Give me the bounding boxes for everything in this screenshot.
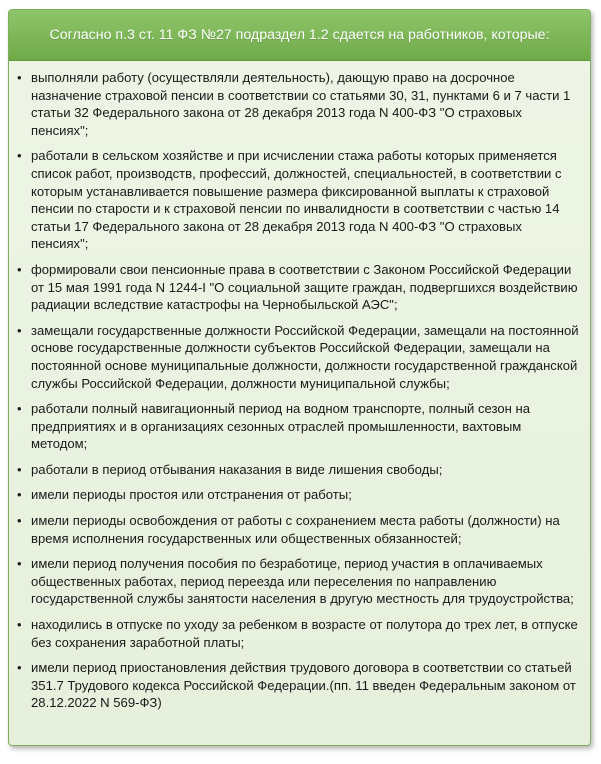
list-item (17, 461, 580, 479)
list-item (17, 616, 580, 651)
bullet-icon: • (17, 70, 22, 85)
list-item-text: имели периоды освобождения от работы с сохранением места работы (должности) на время исполнения государственных или общественных обязанностей; (31, 513, 560, 546)
bullet-icon: • (17, 401, 22, 417)
list-item (17, 555, 580, 608)
requirements-list (9, 61, 590, 712)
list-item (17, 400, 580, 453)
header-title: Согласно п.3 ст. 11 ФЗ №27 подраздел 1.2 сдается на работников, которые: (49, 27, 550, 43)
list-item (17, 486, 580, 504)
list-item (17, 659, 580, 712)
bullet-icon: • (17, 461, 22, 477)
list-item (17, 147, 580, 253)
list-item (17, 322, 580, 392)
bullet-icon: • (17, 556, 22, 572)
info-card (8, 9, 591, 746)
list-item (17, 261, 580, 314)
list-item-text: работали в период отбывания наказания в виде лишения свободы; (31, 461, 443, 477)
list-item-text: имели период приостановления действия трудового договора в соответствии со статьей 351.7 Трудового кодекса Российской Федерации.(пп. 11 введен Федеральным законом от 28.12.2022 N 569-ФЗ) (31, 660, 576, 711)
bullet-icon: • (17, 261, 22, 277)
list-item-text: находились в отпуске по уходу за ребенком в возрасте от полутора до трех лет, в отпуске без сохранения заработной платы; (31, 617, 578, 650)
bullet-icon: • (17, 617, 22, 633)
bullet-icon: • (17, 660, 22, 676)
list-item (17, 69, 580, 139)
bullet-icon: • (17, 513, 22, 529)
list-item-text: замещали государственные должности Российской Федерации, замещали на постоянной основе государственные должности субъектов Российской Федерации, замещали на постоянной основе муниципальные должности, должности государственной гражданской службы Российской Федерации, должности муниципальной службы; (31, 322, 579, 391)
list-item-text: формировали свои пенсионные права в соответствии с Законом Российской Федерации от 15 мая 1991 года N 1244-I "О социальной защите граждан, подвергшихся воздействию радиации вследствие катастрофы на Чернобыльской АЭС"; (31, 261, 578, 313)
list-item-text: работали в сельском хозяйстве и при исчислении стажа работы которых применяется список работ, производств, профессий, должностей, специальностей, в соответствии с которым устанавливается повышение размера фиксированной выплаты к страховой пенсии по старости и к страховой пенсии по инвалидности в соответствии с частью 14 статьи 17 Федерального закона от 28 декабря 2013 года N 400-ФЗ "О страховых пенсиях"; (31, 148, 562, 252)
list-item-text: работали полный навигационный период на водном транспорте, полный сезон на предприятиях и в организациях сезонных отраслей промышленности, вахтовым методом; (31, 401, 531, 452)
list-item (17, 512, 580, 547)
list-item-text: выполняли работу (осуществляли деятельность), дающую право на досрочное назначение страховой пенсии в соответствии со статьями 30, 31, пунктами 6 и 7 части 1 статьи 32 Федерального закона от 28 декабря 2013 года N 400-ФЗ "О страховых пенсиях"; (31, 70, 571, 138)
card-header (9, 10, 590, 61)
bullet-icon: • (17, 487, 22, 503)
list-item-text: имели период получения пособия по безработице, период участия в оплачиваемых общественных работах, период переезда или переселения по направлению государственной службы занятости населения в другую местность для трудоустройства; (31, 556, 574, 607)
list-item-text: имели периоды простоя или отстранения от работы; (31, 487, 352, 503)
bullet-icon: • (17, 322, 22, 338)
bullet-icon: • (17, 148, 22, 164)
